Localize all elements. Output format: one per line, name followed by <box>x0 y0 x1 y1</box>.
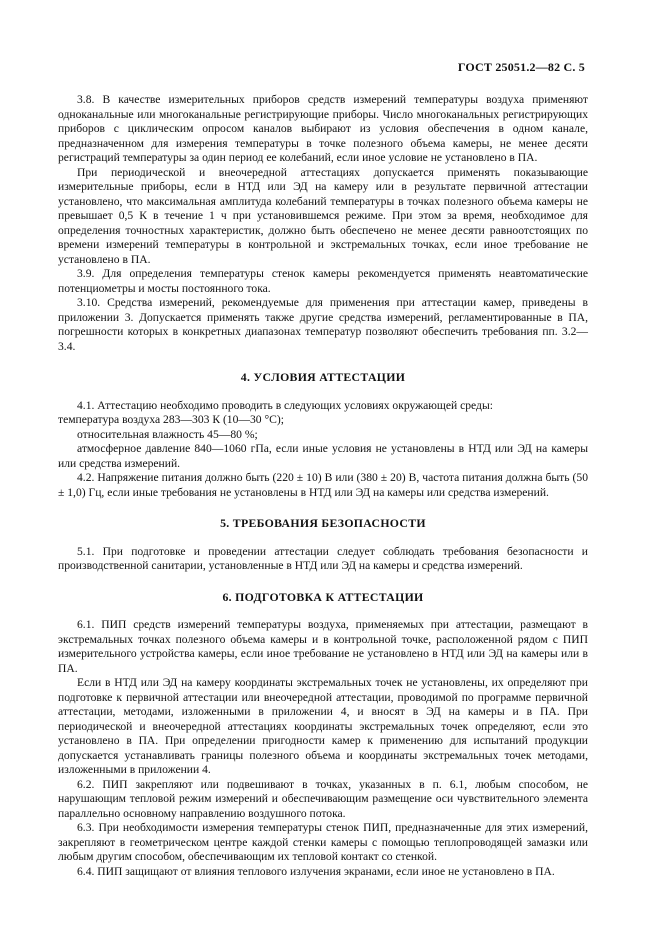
paragraph-3-9: 3.9. Для определения температуры стенок камеры рекомендуется применять неавтоматические потенциометры и мосты постоянного тока. <box>58 267 588 295</box>
paragraph-6-2: 6.2. ПИП закрепляют или подвешивают в точках, указанных в п. 6.1, любым способом, не нарушающим тепловой режим измерений и обеспечивающим размещение оси чувствительного элемента параллельно основному направлению воздушного потока. <box>58 777 588 820</box>
section-heading-5: 5. ТРЕБОВАНИЯ БЕЗОПАСНОСТИ <box>220 516 426 530</box>
page-header: ГОСТ 25051.2—82 С. 5 <box>457 60 585 74</box>
paragraph-6-1: 6.1. ПИП средств измерений температуры воздуха, применяемых при аттестации, размещают в экстремальных точках полезного объема камеры и в контрольной точке, расположенной рядом с ПИП измерительного устройства камеры, если иное требование не установлено в НТД или ЭД на камеры или в ПА. <box>58 618 588 675</box>
paragraph-3-8-continued: При периодической и внеочередной аттестациях допускается применять показывающие измерительные приборы, если в НТД или ЭД на камеру или в результате первичной аттестации установлено, что максимальная амплитуда колебаний температуры в точках полезного объема камеры не превышает 0,5 К в течение 1 ч при установившемся режиме. При этом за время, необходимое для определения точностных характеристик, должно быть обеспечено не менее десяти равноотстоящих по времени измерений температуры в контрольной и экстремальных точках, если иное требование не установлено в ПА. <box>58 165 588 266</box>
paragraph-6-4: 6.4. ПИП защищают от влияния теплового излучения экранами, если иное не установлено в ПА. <box>77 864 555 878</box>
section-heading-4: 4. УСЛОВИЯ АТТЕСТАЦИИ <box>240 370 406 384</box>
paragraph-3-10: 3.10. Средства измерений, рекомендуемые для применения при аттестации камер, приведены в приложении 3. Допускается применять также другие средства измерений, регламентированные в ПА, погрешности которых в конкретных диапазонах температур позволяют обеспечить требования пп. 3.2—3.4. <box>58 296 588 353</box>
paragraph-6-1-continued: Если в НТД или ЭД на камеру координаты экстремальных точек не установлены, их определяют при подготовке к первичной аттестации или внеочередной аттестации, проводимой по программе первичной аттестации, методами, изложенными в приложении 4, и вносят в ЭД на камеры и в ПА. При периодической и внеочередной аттестациях координаты экстремальных точек определяют, если это установлено в ПА. При определении пригодности камер к применению для испытаний продукции допускается устанавливать границы полезного объема и координаты экстремальных точек методами, изложенными в приложении 4. <box>58 676 588 776</box>
paragraph-4-1-pressure: атмосферное давление 840—1060 гПа, если иные условия не установлены в НТД или ЭД на камеры или средства измерений. <box>58 442 588 470</box>
paragraph-4-2: 4.2. Напряжение питания должно быть (220 ± 10) В или (380 ± 20) В, частота питания должна быть (50 ± 1,0) Гц, если иные требования не установлены в НТД или ЭД на камеры или средства измерений. <box>58 471 588 499</box>
paragraph-5-1: 5.1. При подготовке и проведении аттестации следует соблюдать требования безопасности и производственной санитарии, установленные в НТД или ЭД на камеры и средства измерений. <box>58 544 588 572</box>
paragraph-4-1-humidity: относительная влажность 45—80 %; <box>77 427 258 441</box>
paragraph-6-3: 6.3. При необходимости измерения температуры стенок ПИП, предназначенные для этих измерений, закрепляют в геометрическом центре каждой стенки камеры с помощью теплопроводящей замазки или любым другим способом, обеспечивающим их тепловой контакт со стенкой. <box>58 821 588 863</box>
paragraph-4-1-temperature: температура воздуха 283—303 К (10—30 °С); <box>58 413 284 426</box>
document-body <box>58 93 588 879</box>
section-heading-6: 6. ПОДГОТОВКА К АТТЕСТАЦИИ <box>222 589 424 604</box>
paragraph-4-1: 4.1. Аттестацию необходимо проводить в следующих условиях окружающей среды: <box>77 398 493 412</box>
paragraph-3-8: 3.8. В качестве измерительных приборов средств измерений температуры воздуха применяют одноканальные или многоканальные регистрирующие приборы. Число многоканальных регистрирующих приборов с циклическим опросом каналов выбирают из условия обеспечения в одном канале, предназначенном для измерения температуры в точке полезного объема камеры, не менее десяти регистраций температуры за один период ее колебаний, если иное условие не установлено в ПА. <box>58 93 588 164</box>
